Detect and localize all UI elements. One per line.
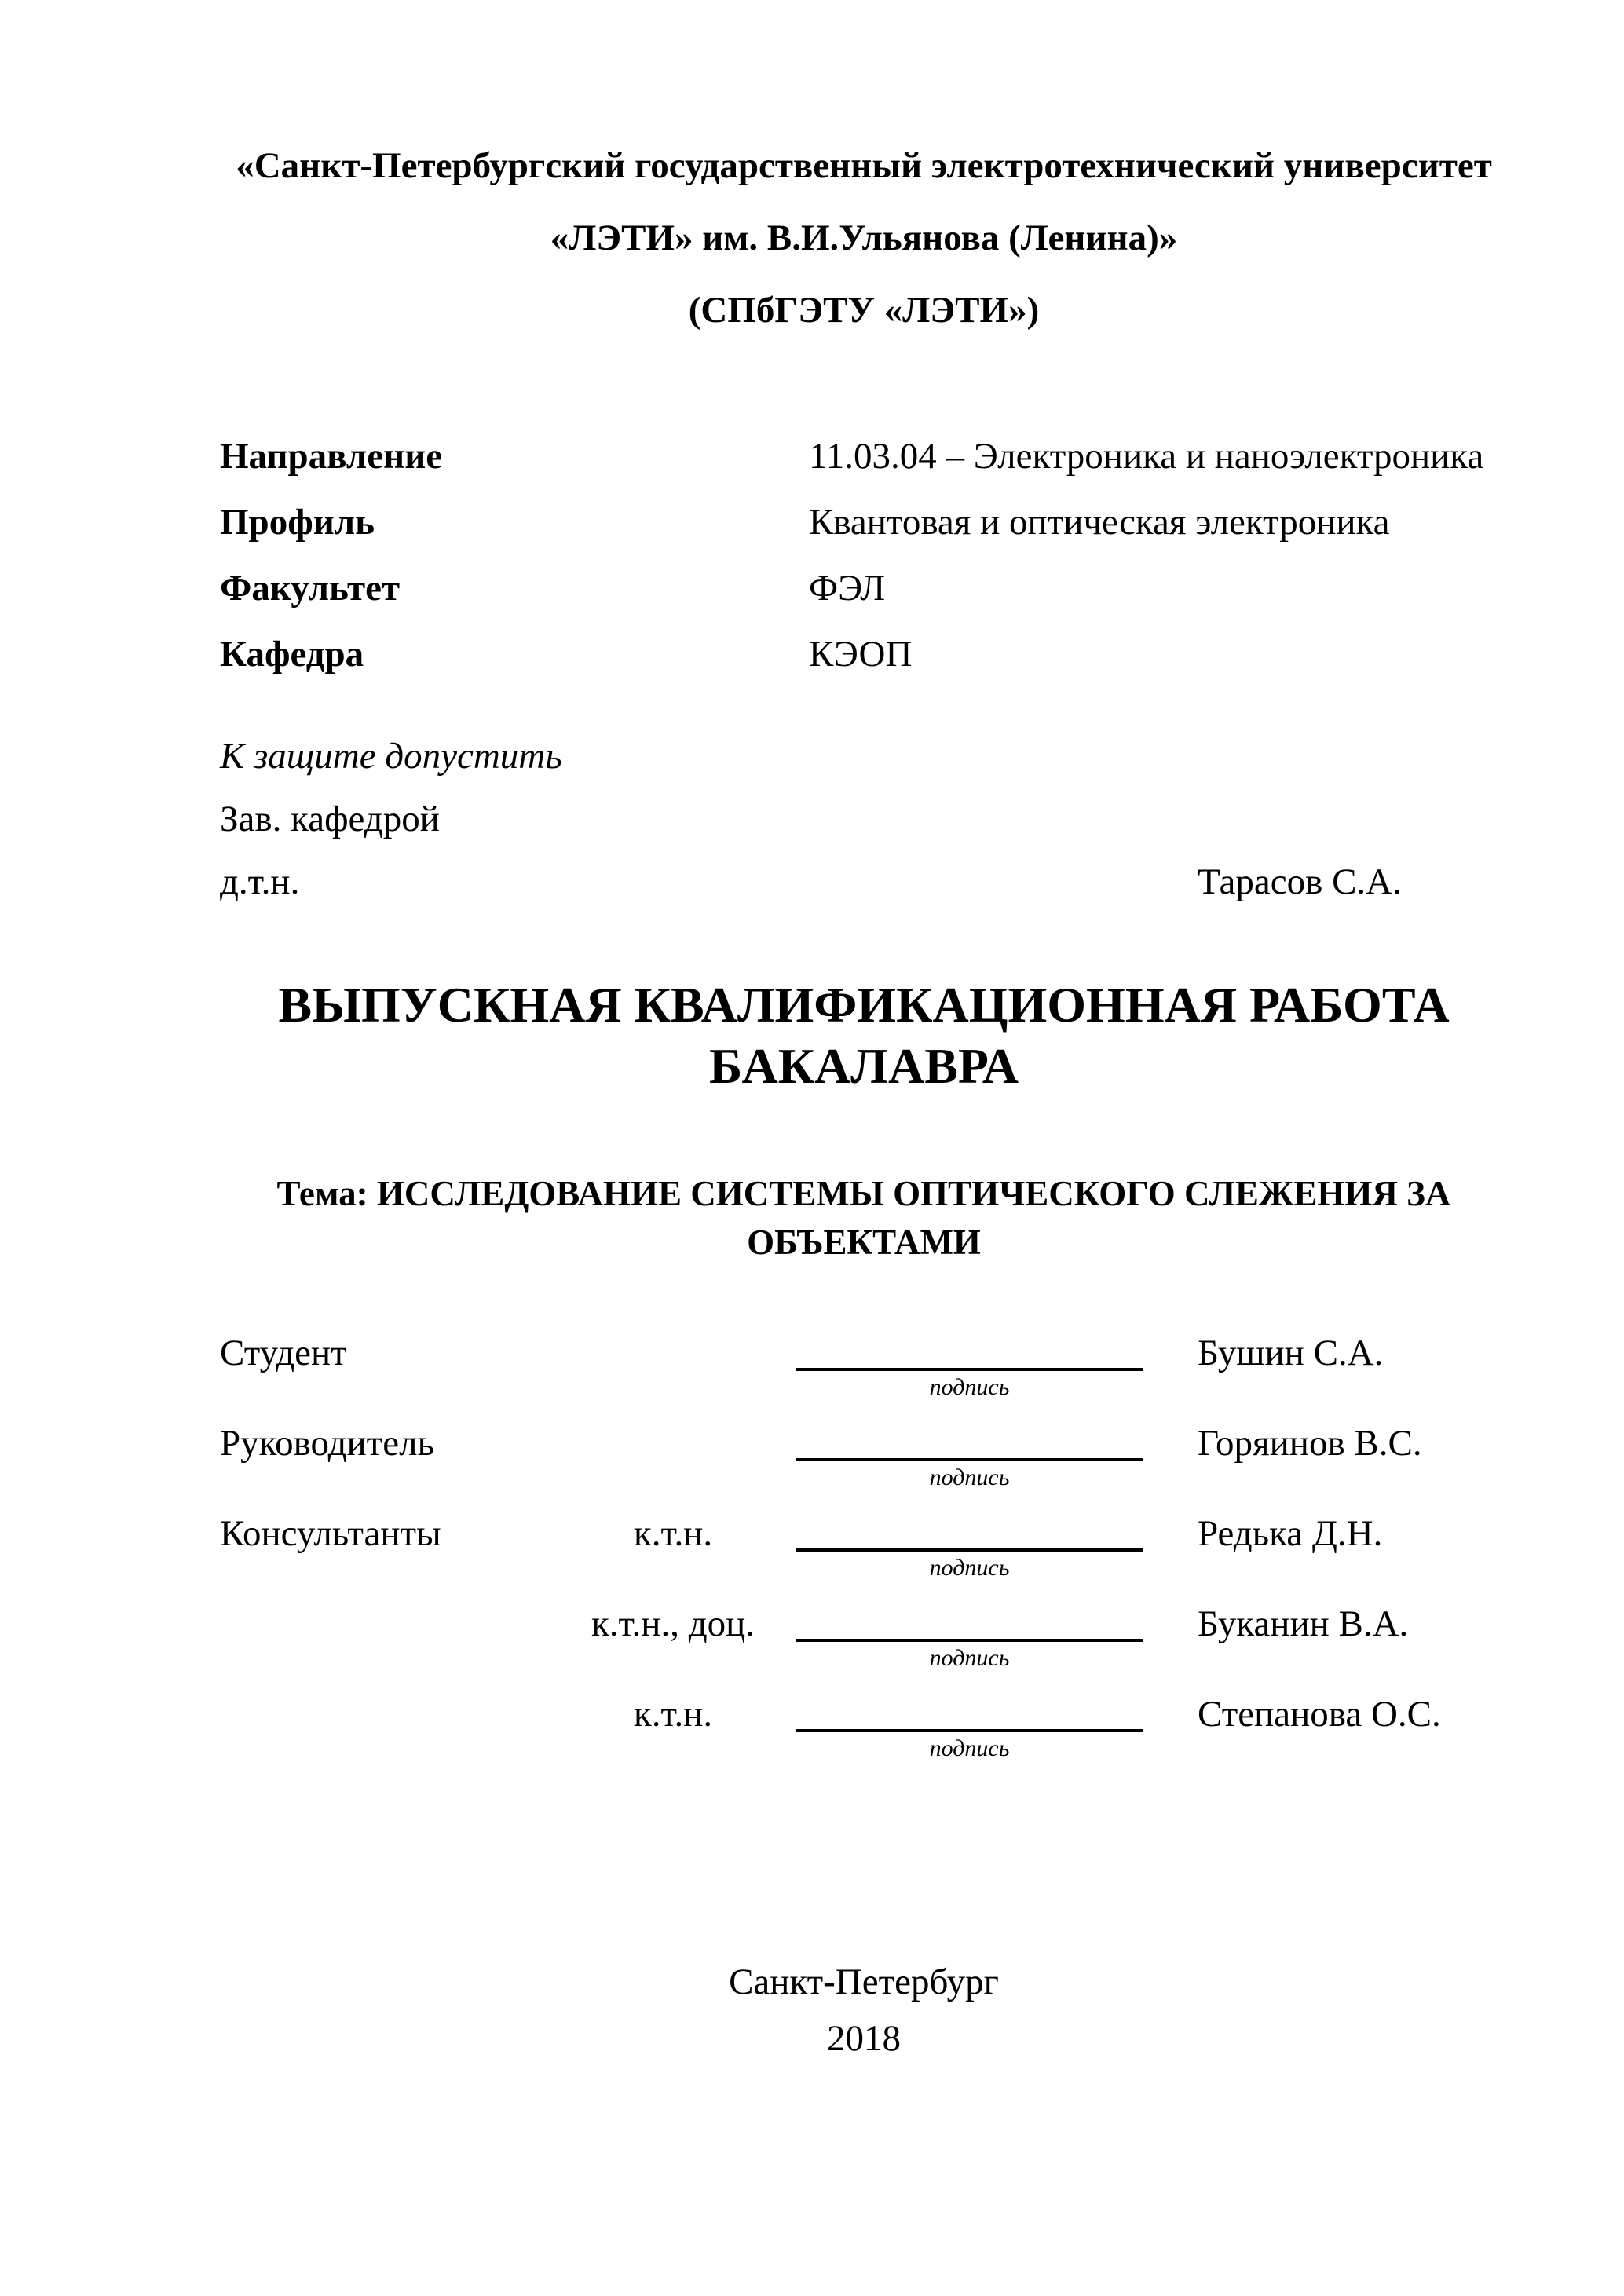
work-title-line1: ВЫПУСКНАЯ КВАЛИФИКАЦИОННАЯ РАБОТА bbox=[278, 977, 1450, 1033]
signature-row-consultant-3 bbox=[220, 1695, 1508, 1785]
footer-block bbox=[220, 1954, 1508, 2067]
field-row-department bbox=[220, 621, 1508, 687]
field-label-department: Кафедра bbox=[220, 634, 364, 675]
field-value-faculty: ФЭЛ bbox=[809, 568, 886, 609]
signature-line bbox=[796, 1604, 1143, 1642]
signature-field bbox=[796, 1424, 1143, 1494]
signature-field bbox=[796, 1333, 1143, 1404]
signature-degree: к.т.н., доц. bbox=[591, 1603, 755, 1644]
signature-caption: подпись bbox=[929, 1645, 1010, 1671]
field-label-direction: Направление bbox=[220, 436, 443, 477]
signature-line bbox=[796, 1514, 1143, 1552]
field-value-profile: Квантовая и оптическая электроника bbox=[809, 502, 1390, 543]
signature-name: Горяинов В.С. bbox=[1198, 1423, 1422, 1464]
signature-role: Консультанты bbox=[220, 1513, 441, 1554]
field-value-direction: 11.03.04 – Электроника и наноэлектроника bbox=[809, 436, 1484, 477]
signature-line bbox=[796, 1695, 1143, 1732]
signature-name: Бушин С.А. bbox=[1198, 1333, 1384, 1373]
admission-position: Зав. кафедрой bbox=[220, 799, 440, 839]
topic-title: Тема: ИССЛЕДОВАНИЕ СИСТЕМЫ ОПТИЧЕСКОГО СЛЕЖЕНИЯ ЗА ОБЪЕКТАМИ bbox=[276, 1174, 1451, 1262]
university-name-line2: «ЛЭТИ» им. В.И.Ульянова (Ленина)» bbox=[550, 218, 1178, 258]
signature-line bbox=[796, 1424, 1143, 1461]
admission-signer-row bbox=[220, 850, 1508, 913]
signature-role: Руководитель bbox=[220, 1423, 434, 1464]
admission-name: Тарасов С.А. bbox=[1198, 861, 1402, 902]
signature-row-consultant-1 bbox=[220, 1514, 1508, 1604]
signature-line bbox=[796, 1333, 1143, 1371]
signature-field bbox=[796, 1514, 1143, 1585]
city: Санкт-Петербург bbox=[729, 1961, 999, 2002]
signature-field bbox=[796, 1604, 1143, 1675]
signature-name: Редька Д.Н. bbox=[1198, 1513, 1383, 1554]
admission-phrase: К защите допустить bbox=[220, 736, 562, 777]
signature-caption: подпись bbox=[929, 1735, 1010, 1761]
signature-name: Степанова О.С. bbox=[1198, 1694, 1441, 1735]
year: 2018 bbox=[827, 2018, 901, 2059]
signature-degree: к.т.н. bbox=[633, 1694, 713, 1735]
signature-field bbox=[796, 1695, 1143, 1765]
university-header bbox=[220, 130, 1508, 346]
university-name-line1: «Санкт-Петербургский государственный электротехнический университет bbox=[236, 145, 1492, 186]
signature-row-student bbox=[220, 1333, 1508, 1424]
signature-role: Студент bbox=[220, 1333, 347, 1373]
signature-caption: подпись bbox=[929, 1464, 1010, 1490]
admission-degree: д.т.н. bbox=[220, 861, 300, 902]
signature-block bbox=[220, 1333, 1508, 1785]
signature-row-supervisor bbox=[220, 1424, 1508, 1514]
field-label-profile: Профиль bbox=[220, 502, 375, 543]
signature-name: Буканин В.А. bbox=[1198, 1603, 1409, 1644]
work-title-line2: БАКАЛАВРА bbox=[708, 1038, 1019, 1094]
field-row-direction bbox=[220, 423, 1508, 489]
program-fields bbox=[220, 423, 1508, 687]
university-abbreviation: (СПбГЭТУ «ЛЭТИ») bbox=[688, 290, 1040, 331]
signature-caption: подпись bbox=[929, 1374, 1010, 1400]
admission-block bbox=[220, 725, 1508, 913]
signature-degree: к.т.н. bbox=[633, 1513, 713, 1554]
field-label-faculty: Факультет bbox=[220, 568, 401, 609]
signature-caption: подпись bbox=[929, 1555, 1010, 1581]
signature-row-consultant-2 bbox=[220, 1604, 1508, 1695]
work-title bbox=[220, 974, 1508, 1097]
field-row-profile bbox=[220, 489, 1508, 555]
field-row-faculty bbox=[220, 555, 1508, 621]
field-value-department: КЭОП bbox=[809, 634, 913, 675]
